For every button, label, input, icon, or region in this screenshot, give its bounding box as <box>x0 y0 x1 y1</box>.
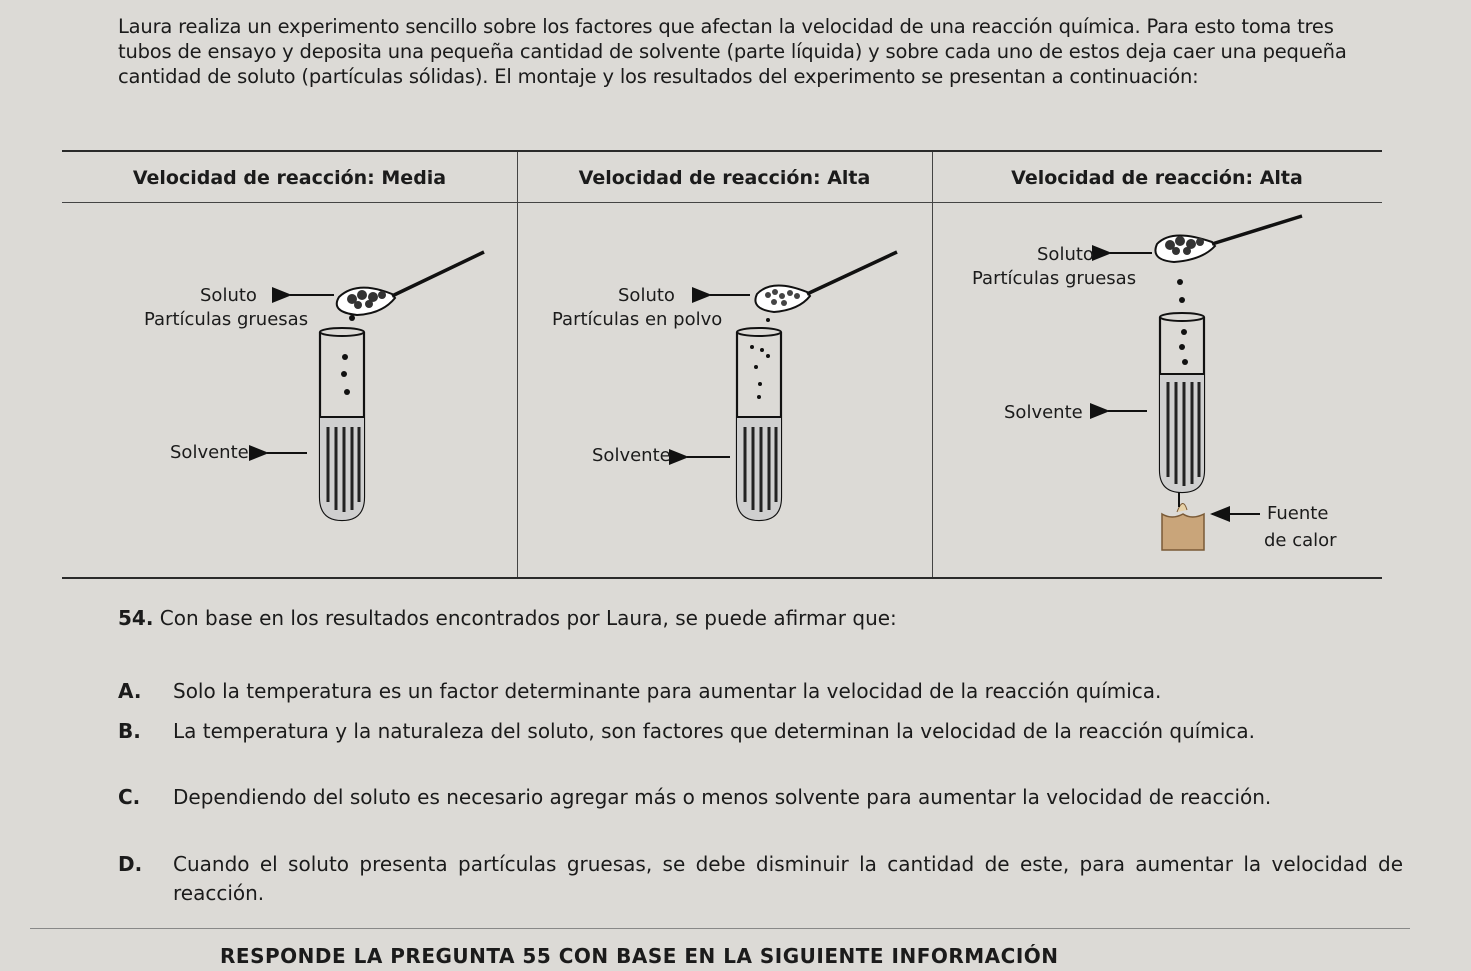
option-text: Solo la temperatura es un factor determinante para aumentar la velocidad de la reacción química. <box>173 679 1162 703</box>
heat-source-label: Fuente <box>1267 503 1329 524</box>
spoon-1 <box>337 252 484 321</box>
option-letter: C. <box>118 785 141 809</box>
question-text: Con base en los resultados encontrados por Laura, se puede afirmar que: <box>159 606 897 630</box>
option-text: La temperatura y la naturaleza del soluto, son factores que determinan la velocidad de la reacción química. <box>173 719 1255 743</box>
option-letter: A. <box>118 679 142 703</box>
spoon-3 <box>1155 216 1302 303</box>
soluto-label-3: Soluto <box>1037 244 1094 265</box>
test-tube-3 <box>1160 313 1204 492</box>
particles-label-3: Partículas gruesas <box>972 268 1137 289</box>
intro-paragraph: Laura realiza un experimento sencillo sobre los factores que afectan la velocidad de una reacción química. Para esto toma tres tubos de ensayo y deposita una pequeña cantidad de solvente (parte líquida) y sobre cada uno de estos deja caer una pequeña cantidad de soluto (partículas sólidas). El montaje y los resultados del experimento se presentan a continuación: <box>118 15 1347 88</box>
solvente-label-1: Solvente <box>170 442 249 463</box>
question-number: 54. <box>118 606 154 630</box>
option-letter: D. <box>118 852 143 876</box>
option-b[interactable] <box>118 717 1388 746</box>
next-section-heading: RESPONDE LA PREGUNTA 55 CON BASE EN LA SIGUIENTE INFORMACIÓN <box>220 944 1059 968</box>
test-tube-2 <box>737 328 781 520</box>
particles-label-2: Partículas en polvo <box>552 309 723 330</box>
option-d[interactable] <box>118 850 1408 908</box>
test-tube-1 <box>320 328 364 520</box>
heat-source <box>1162 492 1204 550</box>
option-letter: B. <box>118 719 141 743</box>
heat-source-label-2: de calor <box>1264 530 1337 551</box>
option-a[interactable] <box>118 677 1388 706</box>
soluto-label-2: Soluto <box>618 285 675 306</box>
divider <box>30 928 1410 929</box>
solvente-label-2: Solvente <box>592 445 671 466</box>
option-text: Dependiendo del soluto es necesario agregar más o menos solvente para aumentar la velocidad de reacción. <box>173 785 1272 809</box>
spoon-2 <box>755 252 897 322</box>
option-c[interactable] <box>118 783 1408 812</box>
column-header-3: Velocidad de reacción: Alta <box>932 152 1382 203</box>
particles-label-1: Partículas gruesas <box>144 309 309 330</box>
question-54 <box>118 606 897 630</box>
solvente-label-3: Solvente <box>1004 402 1083 423</box>
soluto-label-1: Soluto <box>200 285 257 306</box>
column-header-1: Velocidad de reacción: Media <box>62 152 517 203</box>
column-header-2: Velocidad de reacción: Alta <box>517 152 932 203</box>
experiment-illustration <box>62 152 1382 577</box>
option-text: Cuando el soluto presenta partículas gruesas, se debe disminuir la cantidad de este, para aumentar la velocidad de reacción. <box>173 852 1403 905</box>
experiment-table <box>62 150 1382 579</box>
